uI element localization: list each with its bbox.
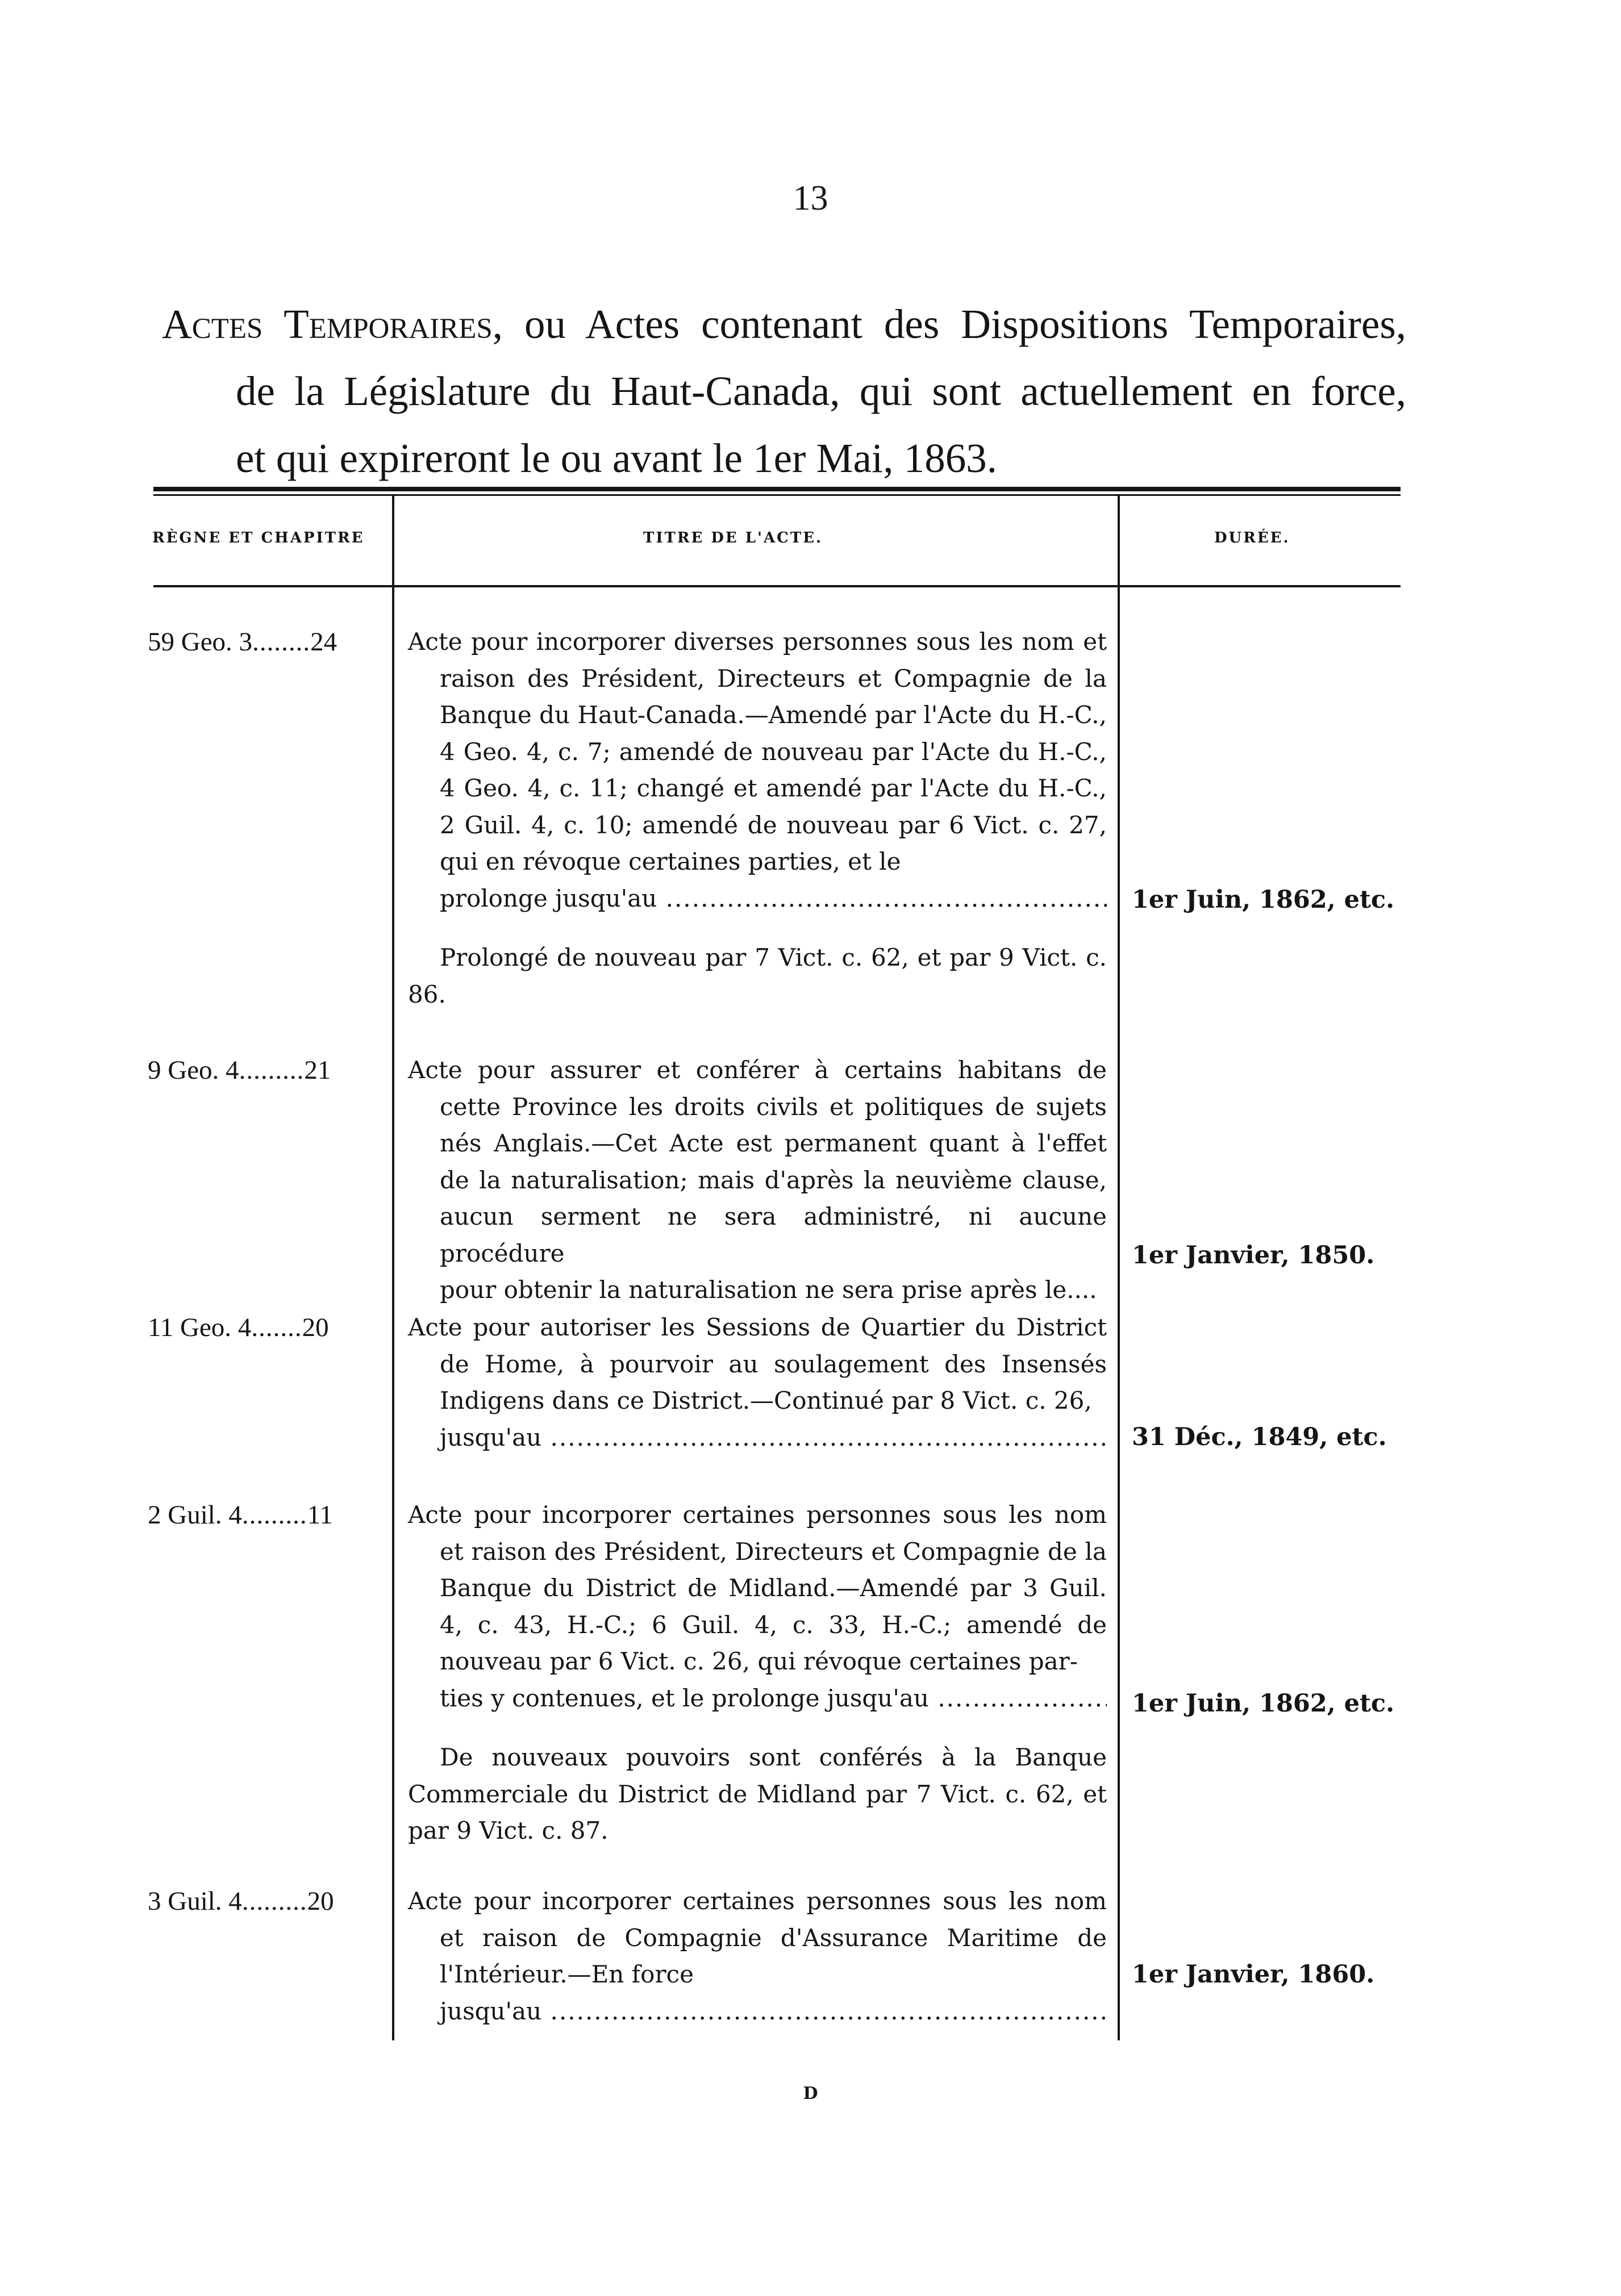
chapter-number: 20 (302, 1313, 329, 1342)
page-number: 13 (793, 179, 828, 218)
column-header-rule (153, 585, 1401, 587)
title-smallcaps-1: ctes (191, 301, 263, 347)
reign-chapter (148, 1497, 376, 1533)
act-title (408, 1883, 1107, 2030)
title-initial-1: A (162, 301, 192, 347)
chapter-number: 11 (307, 1500, 333, 1530)
chapter-number: 21 (304, 1055, 331, 1085)
reign-chapter (148, 1883, 376, 1919)
act-title (408, 624, 1107, 1013)
chapter-number: 24 (310, 627, 337, 657)
page-title (162, 291, 1406, 492)
act-description: Acte pour assurer et conférer à certains habitans de cette Province les droits civils et politiques de sujets nés Anglais.—Cet Acte est permanent quant à l'effet de la naturalisation; mais d'après la neuvième clause, aucun serment ne sera administré, ni aucune procédure (408, 1056, 1107, 1267)
reign-label: 11 Geo. 4 (148, 1313, 252, 1342)
act-title (408, 1497, 1107, 1850)
act-duration: 1er Janvier, 1850. (1132, 1241, 1375, 1270)
act-leader-line: pour obtenir la naturalisation ne sera prise après le.... ..... (408, 1272, 1107, 1309)
column-header-title: TITRE DE L'ACTE. (643, 529, 823, 546)
act-description: Acte pour incorporer certaines personnes sous les nom et raison de Compagnie d'Assurance Maritime de l'Intérieur.—En force (408, 1887, 1107, 1988)
reign-dots: ......... (239, 1055, 305, 1085)
reign-chapter (148, 624, 376, 660)
reign-chapter (148, 1309, 376, 1346)
act-title (408, 1052, 1107, 1309)
header-double-rule-bottom (153, 494, 1401, 496)
act-description: Acte pour incorporer certaines personnes sous les nom et raison des Président, Directeurs et Compagnie de la Banque du District de Midland.—Amendé par 3 Guil. 4, c. 43, H.-C.; 6 Guil. 4, c. 33, H.-C.; amendé de nouveau par 6 Vict. c. 26, qui révoque certaines par- (408, 1501, 1107, 1675)
column-divider-left (392, 494, 394, 2040)
title-line-1-rest: , ou Actes contenant des Dispositions Temporaires, (492, 301, 1406, 347)
act-note: Prolongé de nouveau par 7 Vict. c. 62, et par 9 Vict. c. 86. (408, 944, 1107, 1008)
chapter-number: 20 (307, 1886, 334, 1916)
title-smallcaps-2: emporaires (309, 301, 493, 347)
reign-label: 3 Guil. 4 (148, 1886, 242, 1916)
column-header-duration: DURÉE. (1214, 529, 1290, 546)
act-leader-line: jusqu'au ..... (408, 1993, 1107, 2030)
act-leader-line: prolonge jusqu'au ..... (408, 880, 1107, 917)
reign-chapter (148, 1052, 376, 1088)
act-duration: 31 Déc., 1849, etc. (1132, 1423, 1387, 1451)
title-line-3: et qui expireront le ou avant le 1er Mai, 1863. (236, 435, 997, 481)
reign-dots: ........ (252, 627, 311, 657)
act-description: Acte pour autoriser les Sessions de Quartier du District de Home, à pourvoir au soulagement des Insensés Indigens dans ce District.—Continué par 8 Vict. c. 26, (408, 1313, 1107, 1414)
act-duration: 1er Janvier, 1860. (1132, 1960, 1375, 1989)
reign-label: 2 Guil. 4 (148, 1500, 242, 1530)
reign-dots: ......... (241, 1886, 307, 1916)
act-duration: 1er Juin, 1862, etc. (1132, 886, 1395, 914)
act-description: Acte pour incorporer diverses personnes sous les nom et raison des Président, Directeurs et Compagnie de la Banque du Haut-Canada.—Amendé par l'Acte du H.-C., 4 Geo. 4, c. 7; amendé de nouveau par l'Acte du H.-C., 4 Geo. 4, c. 11; changé et amendé par l'Acte du H.-C., 2 Guil. 4, c. 10; amendé de nouveau par 6 Vict. c. 27, qui en révoque certaines parties, et le (408, 628, 1107, 875)
reign-label: 9 Geo. 4 (148, 1055, 239, 1085)
reign-dots: ......... (241, 1500, 307, 1530)
title-initial-2: T (284, 301, 309, 347)
column-divider-right (1118, 494, 1120, 2040)
reign-dots: ....... (251, 1313, 302, 1342)
header-double-rule-top (153, 487, 1401, 491)
act-leader-line: jusqu'au ..... (408, 1420, 1107, 1456)
reign-label: 59 Geo. 3 (148, 627, 253, 657)
act-leader-line: ties y contenues, et le prolonge jusqu'au ..... (408, 1680, 1107, 1717)
column-header-reign: RÈGNE ET CHAPITRE (152, 529, 365, 546)
signature-mark: D (803, 2084, 818, 2103)
act-duration: 1er Juin, 1862, etc. (1132, 1689, 1395, 1718)
title-line-1 (162, 291, 1406, 358)
act-note: De nouveaux pouvoirs sont conférés à la Banque Commerciale du District de Midland par 7 Vict. c. 62, et par 9 Vict. c. 87. (408, 1743, 1107, 1844)
act-title (408, 1309, 1107, 1456)
title-line-2: de la Législature du Haut-Canada, qui sont actuellement en force, (236, 368, 1406, 414)
